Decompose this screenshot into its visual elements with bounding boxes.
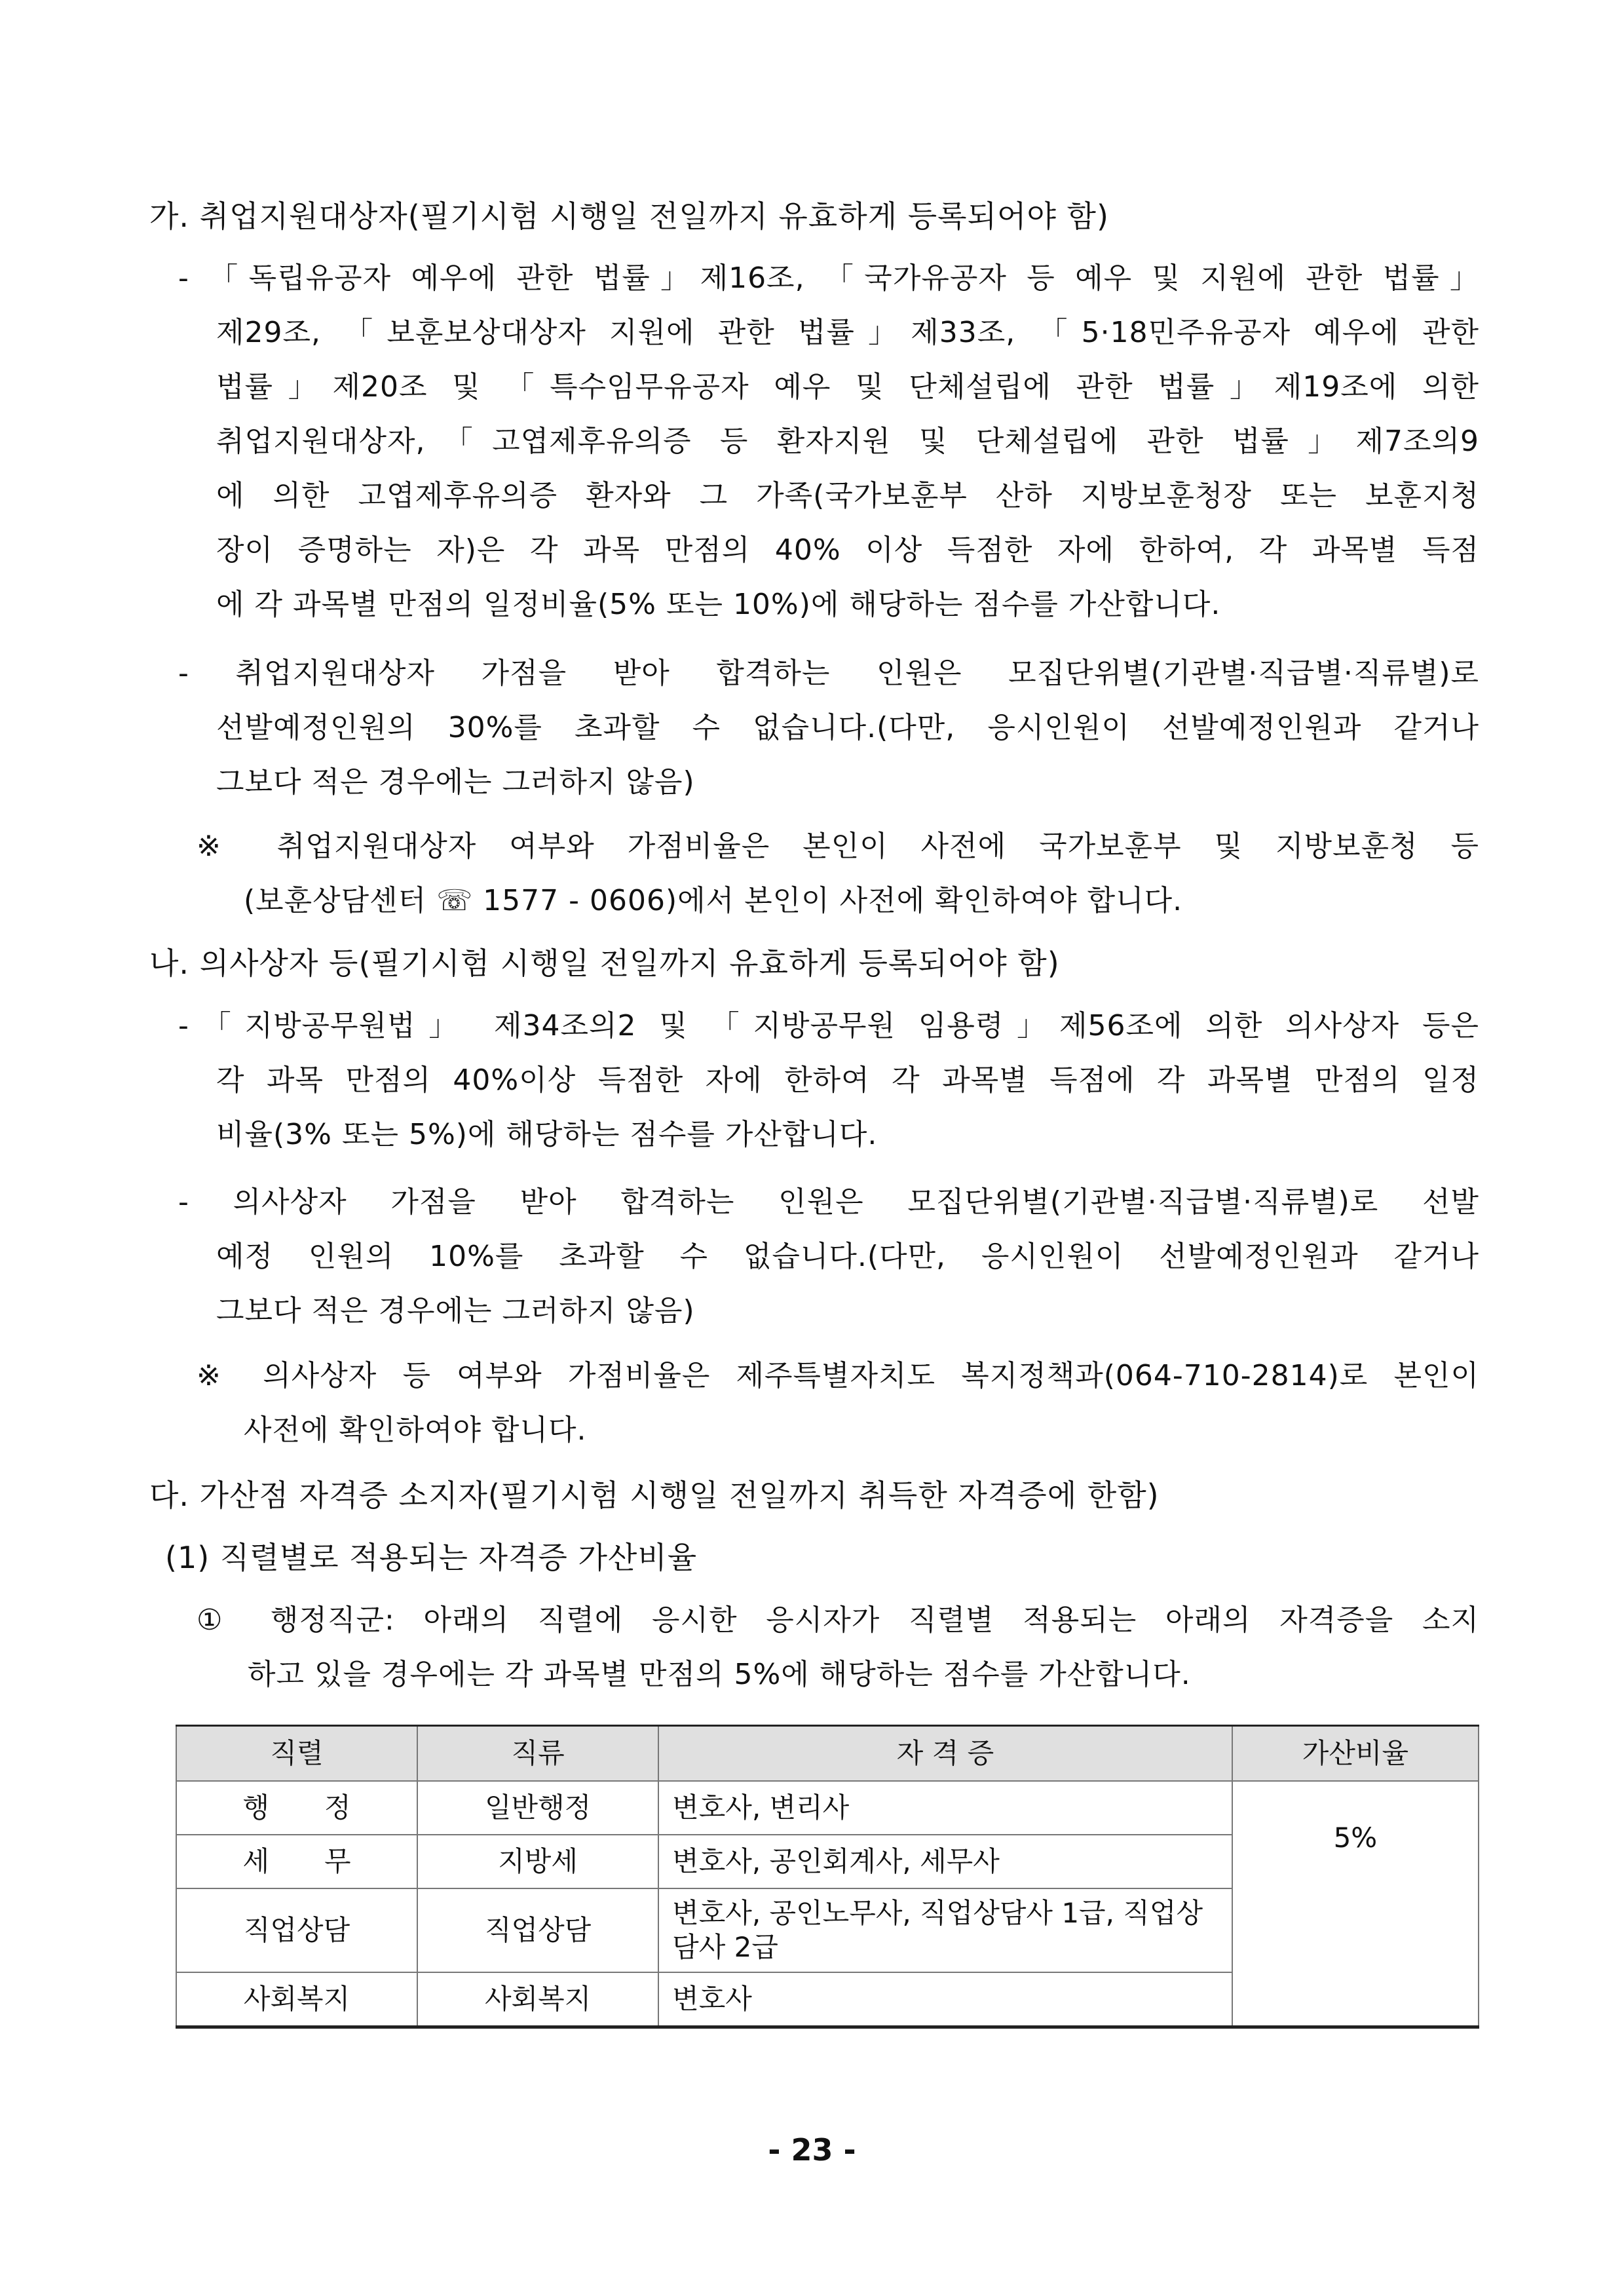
- section-ga-p1-line: 제29조, 「보훈보상대상자 지원에 관한 법률」제33조, 「5·18민주유공자 예우에 관한: [216, 316, 1479, 349]
- section-na-p1-line: 비율(3% 또는 5%)에 해당하는 점수를 가산합니다.: [216, 1118, 878, 1151]
- section-ga-p2-line: 그보다 적은 경우에는 그러하지 않음): [216, 765, 695, 799]
- section-na-p1-line: -「지방공무원법」 제34조의2 및 「지방공무원 임용령」제56조에 의한 의사상자 등은: [178, 1009, 1479, 1043]
- header-cell: 자 격 증: [658, 1726, 1232, 1782]
- page-number: - 23 -: [768, 2132, 856, 2168]
- rate-cell: 5%: [1232, 1781, 1479, 2027]
- section-da-heading: 다. 가산점 자격증 소지자(필기시험 시행일 전일까지 취득한 자격증에 한함): [149, 1478, 1160, 1513]
- section-ga-note-line: (보훈상담센터 ☏ 1577 - 0606)에서 본인이 사전에 확인하여야 합니다.: [244, 884, 1183, 917]
- table-cell: 변호사, 변리사: [658, 1781, 1232, 1835]
- section-ga-p1-line: 에 의한 고엽제후유의증 환자와 그 가족(국가보훈부 산하 지방보훈청장 또는 보훈지청: [216, 479, 1479, 512]
- section-ga-p1-line: - 「독립유공자 예우에 관한 법률」제16조, 「국가유공자 등 예우 및 지원에 관한 법률」: [178, 261, 1479, 295]
- section-da-subheading: (1) 직렬별로 적용되는 자격증 가산비율: [165, 1540, 698, 1575]
- table-cell: 직업상담: [417, 1888, 658, 1972]
- table-cell: 세 무: [176, 1835, 417, 1888]
- header-cell: 가산비율: [1232, 1726, 1479, 1782]
- table-cell: 일반행정: [417, 1781, 658, 1835]
- section-ga-p1-line: 에 각 과목별 만점의 일정비율(5% 또는 10%)에 해당하는 점수를 가산합니다.: [216, 588, 1221, 621]
- section-na-note-line: ※ 의사상자 등 여부와 가점비율은 제주특별자치도 복지정책과(064-710-2814)로 본인이: [197, 1359, 1479, 1392]
- section-ga-p2-line: 선발예정인원의 30%를 초과할 수 없습니다.(다만, 응시인원이 선발예정인원과 같거나: [216, 711, 1479, 744]
- certificate-table: [176, 1725, 1479, 2029]
- section-ga-p1-line: 취업지원대상자,「고엽제후유의증 등 환자지원 및 단체설립에 관한 법률」제7조의9: [216, 425, 1479, 458]
- section-da-item-line: ① 행정직군: 아래의 직렬에 응시한 응시자가 직렬별 적용되는 아래의 자격증을 소지: [197, 1603, 1479, 1637]
- section-na-heading: 나. 의사상자 등(필기시험 시행일 전일까지 유효하게 등록되어야 함): [149, 946, 1060, 981]
- table-cell: 행 정: [176, 1781, 417, 1835]
- section-na-p2-line: 그보다 적은 경우에는 그러하지 않음): [216, 1294, 695, 1328]
- table-cell: 사회복지: [176, 1972, 417, 2027]
- section-ga-p1-line: 법률」제20조 및 「특수임무유공자 예우 및 단체설립에 관한 법률」제19조에 의한: [216, 370, 1479, 404]
- header-cell: 직렬: [176, 1726, 417, 1782]
- section-ga-p1-line: 장이 증명하는 자)은 각 과목 만점의 40% 이상 득점한 자에 한하여, 각 과목별 득점: [216, 533, 1479, 567]
- section-na-p2-line: 예정 인원의 10%를 초과할 수 없습니다.(다만, 응시인원이 선발예정인원과 같거나: [216, 1240, 1479, 1273]
- section-da-item-line: 하고 있을 경우에는 각 과목별 만점의 5%에 해당하는 점수를 가산합니다.: [248, 1658, 1191, 1691]
- table-cell: 지방세: [417, 1835, 658, 1888]
- table-cell: 변호사: [658, 1972, 1232, 2027]
- table-cell: 직업상담: [176, 1888, 417, 1972]
- table-row: [176, 1781, 1479, 1835]
- section-na-p2-line: - 의사상자 가점을 받아 합격하는 인원은 모집단위별(기관별·직급별·직류별)로 선발: [178, 1185, 1479, 1219]
- header-cell: 직류: [417, 1726, 658, 1782]
- table-cell: 사회복지: [417, 1972, 658, 2027]
- table-cell: 변호사, 공인노무사, 직업상담사 1급, 직업상담사 2급: [658, 1888, 1232, 1972]
- section-na-note-line: 사전에 확인하여야 합니다.: [244, 1413, 587, 1447]
- table-cell: 변호사, 공인회계사, 세무사: [658, 1835, 1232, 1888]
- section-ga-heading: 가. 취업지원대상자(필기시험 시행일 전일까지 유효하게 등록되어야 함): [149, 199, 1109, 234]
- table-header-row: [176, 1726, 1479, 1782]
- section-ga-p2-line: - 취업지원대상자 가점을 받아 합격하는 인원은 모집단위별(기관별·직급별·직류별)로: [178, 657, 1479, 690]
- section-na-p1-line: 각 과목 만점의 40%이상 득점한 자에 한하여 각 과목별 득점에 각 과목별 만점의 일정: [216, 1063, 1479, 1097]
- section-ga-note-line: ※ 취업지원대상자 여부와 가점비율은 본인이 사전에 국가보훈부 및 지방보훈청 등: [197, 830, 1479, 863]
